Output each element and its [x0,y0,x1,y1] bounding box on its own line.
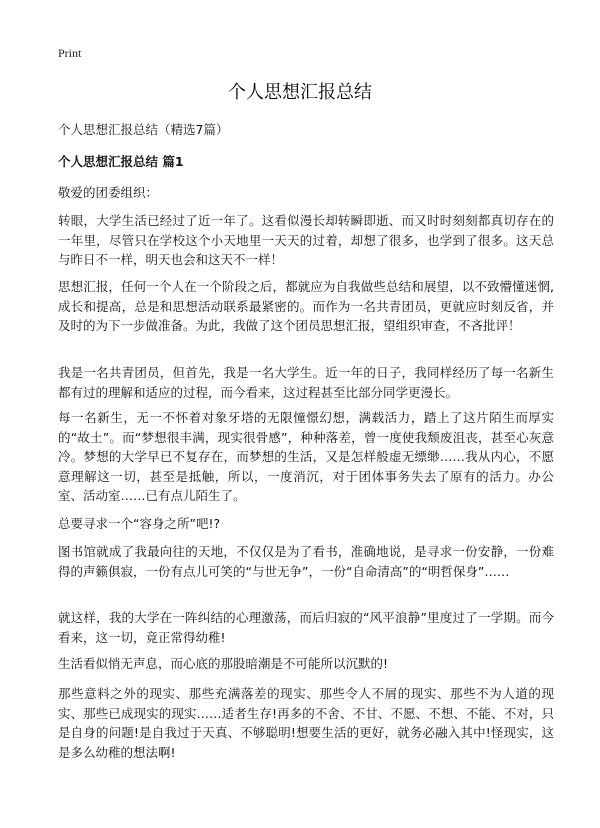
paragraph: 总要寻求一个“容身之所”吧!? [58,516,221,531]
paragraph: 就这样，我的大学在一阵纠结的心理激荡，而后归寂的“风平浪静”里度过了一学期。而今看来，这一切，竟正常得幼稚! [58,610,554,645]
paragraph: 图书馆就成了我最向往的天地，不仅仅是为了看书，准确地说，是寻求一份安静，一份难得的声籁俱寂，一份有点儿可笑的“与世无争”，一份“自命清高”的“明哲保身”…… [58,544,554,579]
paragraph: 转眼，大学生活已经过了近一年了。这看似漫长却转瞬即逝、而又时时刻刻都真切存在的一年里，尽管只在学校这个小天地里一天天的过着，却想了很多，也学到了很多。这天总与昨日不一样，明天也会和这天不一样！ [58,213,554,267]
paragraph: 那些意料之外的现实、那些充满落差的现实、那些令人不屑的现实、那些不为人道的现实、那些已成现实的现实……适者生存!再多的不舍、不甘、不愿、不想、不能、不对，只是自身的问题!是自我过于天真、不够聪明!想要生活的更好，就务必融入其中!怪现实，这是多么幼稚的想法啊! [58,686,554,760]
paragraph-salutation: 敬爱的团委组织： [58,185,159,200]
print-link[interactable]: Print [58,46,82,60]
document-subtitle: 个人思想汇报总结（精选7篇） [58,122,229,137]
paragraph: 思想汇报，任何一个人在一个阶段之后，都就应为自我做些总结和展望，以不致懵懂迷惘,成长和提高，总是和思想活动联系最紧密的。而作为一名共青团员，更就应时刻反省，并及时的为下一步做准备。为此，我做了这个团员思想汇报，望组织审查，不吝批评！ [58,279,554,333]
document-title: 个人思想汇报总结 [228,82,372,103]
paragraph: 每一名新生，无一不怀着对象牙塔的无限憧憬幻想，满载活力，踏上了这片陌生而厚实的“故土”。而“梦想很丰满，现实很骨感”，种种落差，曾一度使我颓废沮丧，甚至心灰意冷。梦想的大学早已不复存在，而梦想的生活，又是怎样般虚无缥缈……我从内心，不愿意理解这一切，甚至是抵触，所以，一度消沉，对于团体事务失去了原有的活力。办公室、活动室……已有点儿陌生了。 [58,410,554,503]
paragraph: 我是一名共青团员，但首先，我是一名大学生。近一年的日子，我同样经历了每一名新生都有过的理解和适应的过程，而今看来，这过程甚至比部分同学更漫长。 [58,365,554,400]
section-heading: 个人思想汇报总结 篇1 [58,154,184,169]
paragraph: 生活看似悄无声息，而心底的那股暗潮是不可能所以沉默的! [58,656,389,671]
